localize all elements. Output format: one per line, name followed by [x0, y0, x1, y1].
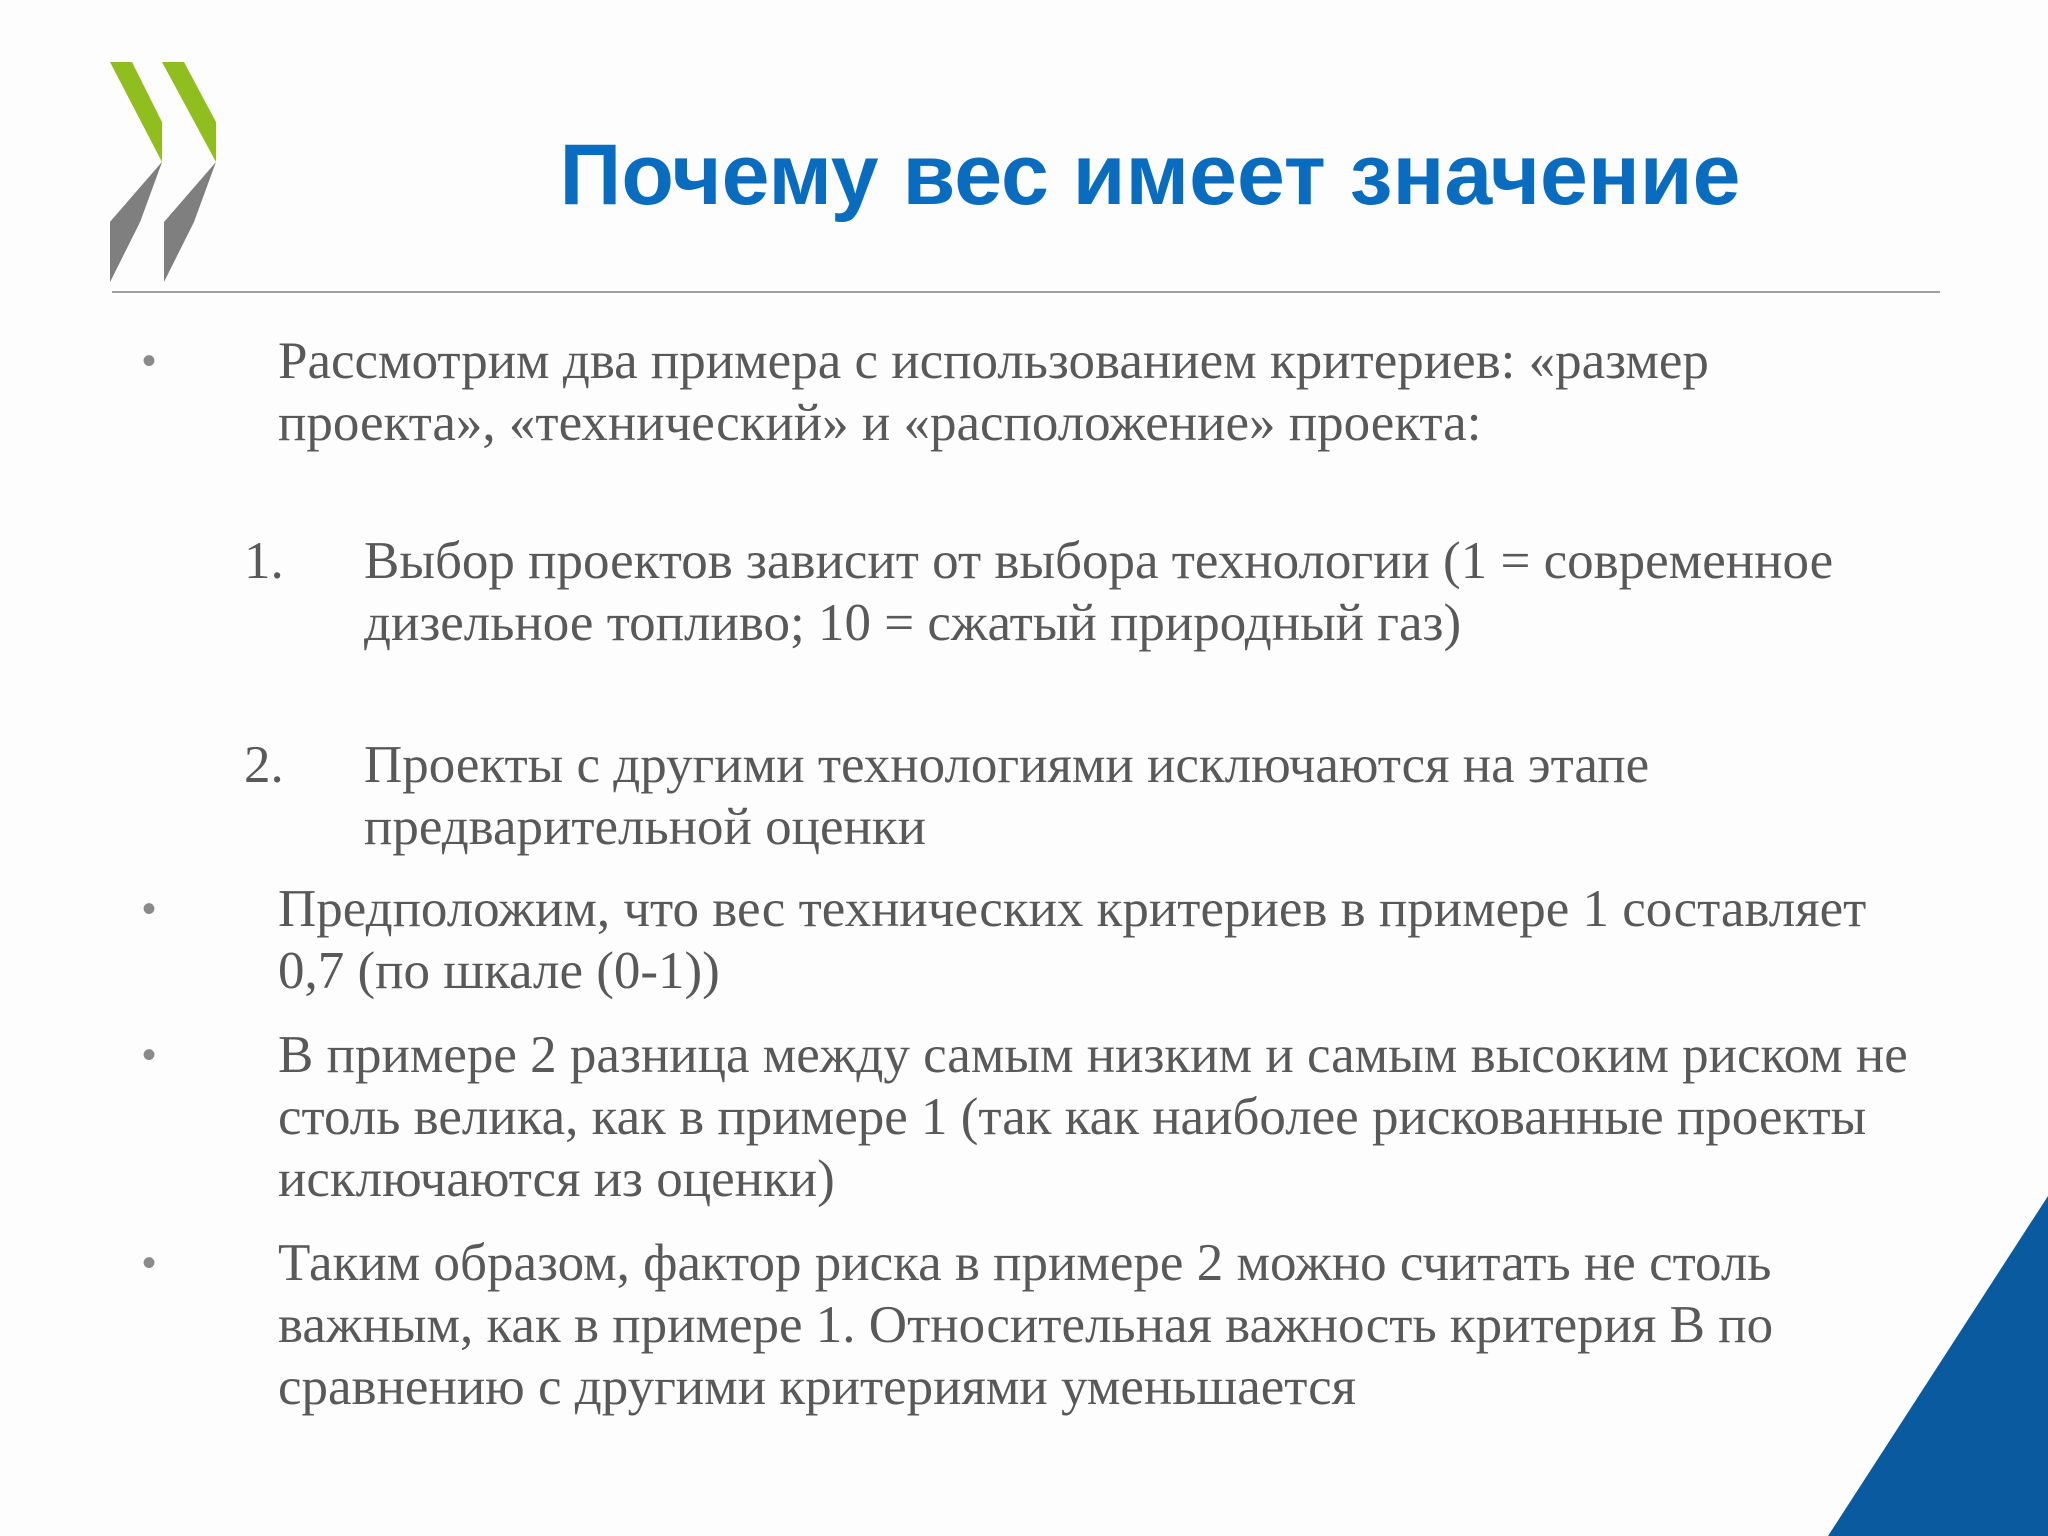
bullet-marker: • [142, 887, 157, 931]
bullet-marker: • [142, 1241, 157, 1285]
bullet-text: Таким образом, фактор риска в примере 2 можно считать не столь важным, как в примере 1. Относительная важность критерия В по сравнению с другими критериями уменьшается [278, 1234, 1774, 1416]
bullet-text: Рассмотрим два примера с использованием критериев: «размер проекта», «технический» и «расположение» проекта: [278, 332, 1709, 452]
numbered-text: Выбор проектов зависит от выбора технологии (1 = современное дизельное топливо; 10 = сжатый природный газ) [364, 532, 1834, 652]
numbered-text: Проекты с другими технологиями исключаются на этапе предварительной оценки [364, 736, 1650, 856]
page-title: Почему вес имеет значение [559, 127, 1741, 223]
corner-decoration [1828, 1196, 2048, 1536]
title-divider [112, 291, 1940, 293]
bullet-text: Предположим, что вес технических критериев в примере 1 составляет 0,7 (по шкале (0-1)) [278, 880, 1867, 1000]
bullet-text: В примере 2 разница между самым низким и самым высоким риском не столь велика, как в примере 1 (так как наиболее рискованные проекты исключаются из оценки) [278, 1026, 1908, 1208]
list-number: 1. [244, 532, 284, 590]
bullet-marker: • [142, 1033, 157, 1077]
list-number: 2. [244, 736, 284, 794]
oecd-logo-icon [110, 62, 220, 282]
bullet-marker: • [142, 339, 157, 383]
